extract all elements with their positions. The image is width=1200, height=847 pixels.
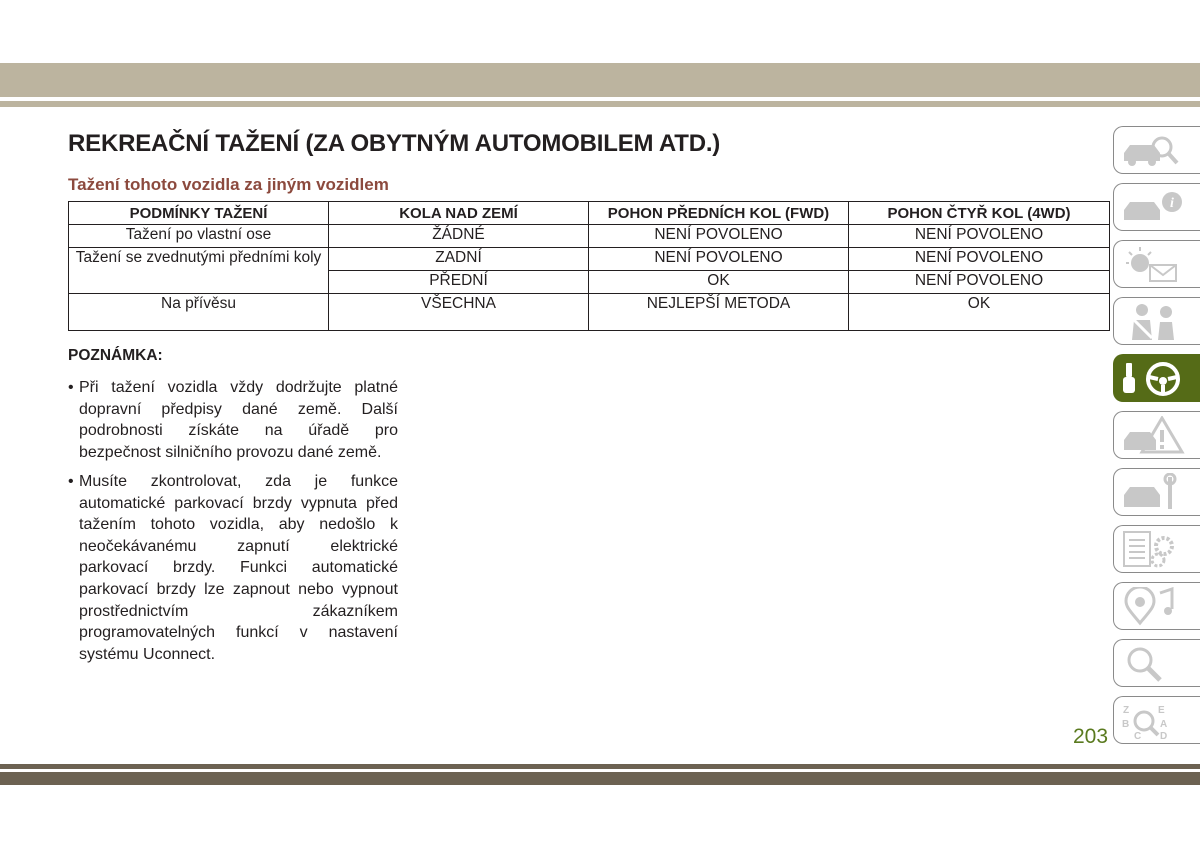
column-header: PODMÍNKY TAŽENÍ [69, 202, 329, 225]
car-search-icon [1120, 131, 1190, 171]
table-cell: ZADNÍ [329, 248, 589, 271]
column-header: KOLA NAD ZEMÍ [329, 202, 589, 225]
car-info-icon [1120, 188, 1190, 228]
tab-warning-lights[interactable] [1113, 240, 1200, 288]
svg-text:B: B [1122, 719, 1130, 730]
tab-index[interactable] [1113, 696, 1200, 744]
table-cell: NEJLEPŠÍ METODA [589, 294, 849, 331]
tab-search[interactable] [1113, 639, 1200, 687]
tab-multimedia[interactable] [1113, 582, 1200, 630]
airbag-seatbelt-icon [1120, 302, 1190, 342]
note-item [68, 377, 398, 463]
table-cell: Na přívěsu [69, 294, 329, 331]
footer-rule [0, 764, 1200, 769]
note-text: Při tažení vozidla vždy dodržujte platné dopravní předpisy dané země. Další podrobnosti získáte na úřadě pro bezpečnost silničního provozu dané země. [79, 379, 398, 461]
tab-car-search[interactable] [1113, 126, 1200, 174]
table-header-row [69, 202, 1110, 225]
key-steering-wheel-icon [1120, 359, 1190, 399]
note-item [68, 471, 398, 665]
multimedia-icon [1120, 587, 1190, 627]
table-row [69, 248, 1110, 271]
header-band [0, 63, 1200, 97]
search-icon [1120, 644, 1190, 684]
svg-text:A: A [1160, 719, 1168, 730]
svg-text:i: i [1170, 196, 1174, 211]
tab-emergency[interactable] [1113, 411, 1200, 459]
bullet-symbol: • [68, 379, 74, 396]
table-cell: VŠECHNA [329, 294, 589, 331]
footer-band [0, 772, 1200, 785]
note-text: Musíte zkontrolovat, zda je funkce automatické parkovací brzdy vypnuta před tažením tohoto vozidla, aby nedošlo k neočekávanému zapnutí elektrické parkovací brzdy. Funkci automatické parkovací brzdy lze zapnout nebo vypnout prostřednictvím zákazníkem programovatelných funkcí v nastavení systému Uconnect. [79, 473, 398, 663]
table-row [69, 225, 1110, 248]
table-cell: OK [589, 271, 849, 294]
table-cell: Tažení se zvednutými předními koly [69, 248, 329, 294]
car-service-tools-icon [1120, 473, 1190, 513]
table-cell: PŘEDNÍ [329, 271, 589, 294]
table-cell: NENÍ POVOLENO [849, 225, 1110, 248]
tab-service[interactable] [1113, 468, 1200, 516]
column-header: POHON ČTYŘ KOL (4WD) [849, 202, 1110, 225]
warning-light-message-icon [1120, 245, 1190, 285]
svg-text:Z: Z [1123, 705, 1130, 716]
table-cell: NENÍ POVOLENO [849, 248, 1110, 271]
svg-text:D: D [1160, 731, 1168, 741]
table-cell: NENÍ POVOLENO [849, 271, 1110, 294]
specifications-gears-icon [1120, 530, 1190, 570]
page-title: REKREAČNÍ TAŽENÍ (ZA OBYTNÝM AUTOMOBILEM ATD.) [68, 130, 721, 157]
bullet-symbol: • [68, 473, 74, 490]
table-row [69, 294, 1110, 331]
header-rule [0, 101, 1200, 107]
table-cell: NENÍ POVOLENO [589, 248, 849, 271]
column-header: POHON PŘEDNÍCH KOL (FWD) [589, 202, 849, 225]
towing-conditions-table [68, 201, 1110, 331]
section-subtitle: Tažení tohoto vozidla za jiným vozidlem [68, 175, 389, 194]
table-cell: OK [849, 294, 1110, 331]
table-cell: ŽÁDNÉ [329, 225, 589, 248]
table-cell: NENÍ POVOLENO [589, 225, 849, 248]
page-number: 203 [1073, 725, 1109, 748]
svg-text:E: E [1158, 705, 1165, 716]
note-heading: POZNÁMKA: [68, 347, 163, 364]
svg-text:C: C [1134, 731, 1142, 741]
tab-starting-driving[interactable] [1113, 354, 1200, 402]
tab-car-info[interactable] [1113, 183, 1200, 231]
tab-safety[interactable] [1113, 297, 1200, 345]
tab-specifications[interactable] [1113, 525, 1200, 573]
alphabetical-index-icon [1120, 701, 1190, 741]
emergency-triangle-icon [1120, 416, 1190, 456]
table-cell: Tažení po vlastní ose [69, 225, 329, 248]
